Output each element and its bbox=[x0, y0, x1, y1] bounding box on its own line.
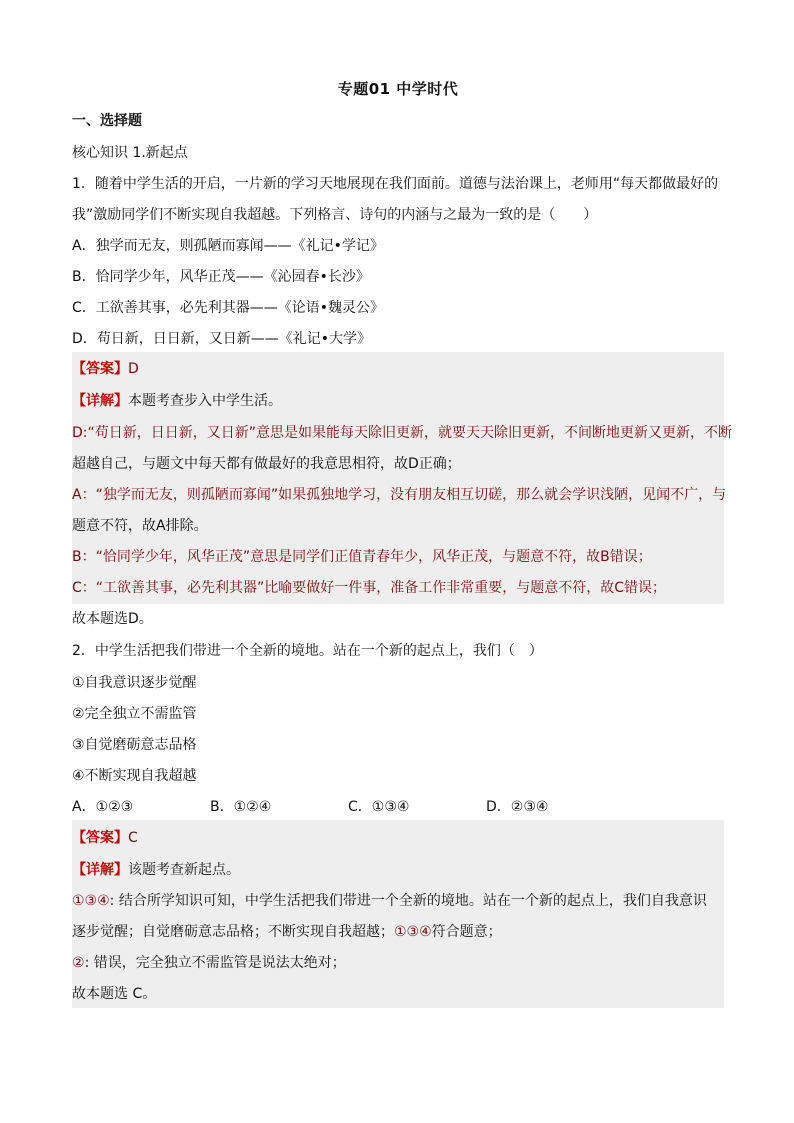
q1-conclusion: 故本题选D。 bbox=[72, 611, 153, 627]
answer-value: C bbox=[128, 830, 138, 846]
detail-intro: 该题考查新起点。 bbox=[128, 862, 240, 878]
q2-option-b: B．①②④ bbox=[210, 799, 272, 815]
q2-detail-line bbox=[72, 923, 502, 941]
q1-option-b: B．恰同学少年，风华正茂——《沁园春•长沙》 bbox=[72, 269, 370, 285]
detail-text: : 错误，完全独立不需监管是说法太绝对； bbox=[84, 955, 346, 971]
detail-text: : 结合所学知识可知，中学生活把我们带进一个全新的境地。站在一个新的起点上，我们自我意识 bbox=[109, 893, 707, 909]
q1-detail-line: 题意不符，故A排除。 bbox=[72, 518, 208, 534]
detail-label: 【详解】 bbox=[72, 393, 128, 409]
q2-item-1: ①自我意识逐步觉醒 bbox=[72, 675, 197, 691]
q1-detail-line: B：“恰同学少年，风华正茂”意思是同学们正值青春年少，风华正茂，与题意不符，故B错误； bbox=[72, 549, 652, 565]
q2-detail-line bbox=[72, 954, 346, 972]
knowledge-point: 核心知识 1.新起点 bbox=[72, 145, 188, 161]
answer-label: 【答案】 bbox=[72, 830, 128, 846]
q2-item-4: ④不断实现自我超越 bbox=[72, 768, 197, 784]
q1-detail-line: A：“独学而无友，则孤陋而寡闻”如果孤独地学习，没有朋友相互切磋，那么就会学识浅陋，见闻不广，与 bbox=[72, 487, 727, 503]
q1-detail-line: D:“苟日新，日日新，又日新”意思是如果能每天除旧更新，就要天天除旧更新，不间断地更新又更新，不断 bbox=[72, 425, 733, 441]
q1-detail-line: C：“工欲善其事，必先利其器”比喻要做好一件事，准备工作非常重要，与题意不符，故C错误； bbox=[72, 580, 667, 596]
detail-label: 【详解】 bbox=[72, 862, 128, 878]
choice-marks: ①③④ bbox=[72, 893, 110, 909]
q2-detail-line bbox=[72, 892, 707, 910]
q1-option-d: D．苟日新，日日新，又日新——《礼记•大学》 bbox=[72, 331, 372, 347]
q2-option-c: C．①③④ bbox=[348, 799, 410, 815]
q1-detail-line: 超越自己，与题文中每天都有做最好的我意思相符，故D正确； bbox=[72, 456, 461, 472]
q1-stem-line-1: 1．随着中学生活的开启，一片新的学习天地展现在我们面前。道德与法治课上，老师用“每天都做最好的 bbox=[72, 176, 719, 192]
q2-conclusion: 故本题选 C。 bbox=[72, 986, 157, 1002]
q1-answer-block bbox=[72, 352, 733, 604]
answer-label: 【答案】 bbox=[72, 361, 128, 377]
q2-answer bbox=[72, 829, 138, 847]
detail-text: 符合题意； bbox=[431, 924, 502, 940]
q2-option-d: D．②③④ bbox=[486, 799, 549, 815]
q2-answer-block bbox=[72, 820, 724, 1008]
q2-option-a: A．①②③ bbox=[72, 799, 134, 815]
detail-text: 逐步觉醒；自觉磨砺意志品格；不断实现自我超越； bbox=[72, 924, 394, 940]
q1-answer bbox=[72, 360, 139, 378]
q1-option-a: A．独学而无友，则孤陋而寡闻——《礼记•学记》 bbox=[72, 238, 384, 254]
q1-stem-line-2: 我”激励同学们不断实现自我超越。下列格言、诗句的内涵与之最为一致的是（ ） bbox=[72, 207, 598, 223]
detail-intro: 本题考查步入中学生活。 bbox=[128, 393, 282, 409]
q2-item-3: ③自觉磨砺意志品格 bbox=[72, 737, 197, 753]
q2-stem: 2．中学生活把我们带进一个全新的境地。站在一个新的起点上，我们（ ） bbox=[72, 643, 543, 659]
q2-item-2: ②完全独立不需监管 bbox=[72, 706, 197, 722]
q2-detail-intro bbox=[72, 861, 240, 879]
section-heading: 一、选择题 bbox=[72, 113, 142, 129]
choice-marks: ② bbox=[72, 955, 85, 971]
q1-option-c: C．工欲善其事，必先利其器——《论语•魏灵公》 bbox=[72, 300, 385, 316]
q1-detail-intro bbox=[72, 392, 282, 410]
answer-value: D bbox=[128, 361, 139, 377]
choice-marks: ①③④ bbox=[394, 924, 432, 940]
page-title: 专题01 中学时代 bbox=[337, 80, 459, 98]
